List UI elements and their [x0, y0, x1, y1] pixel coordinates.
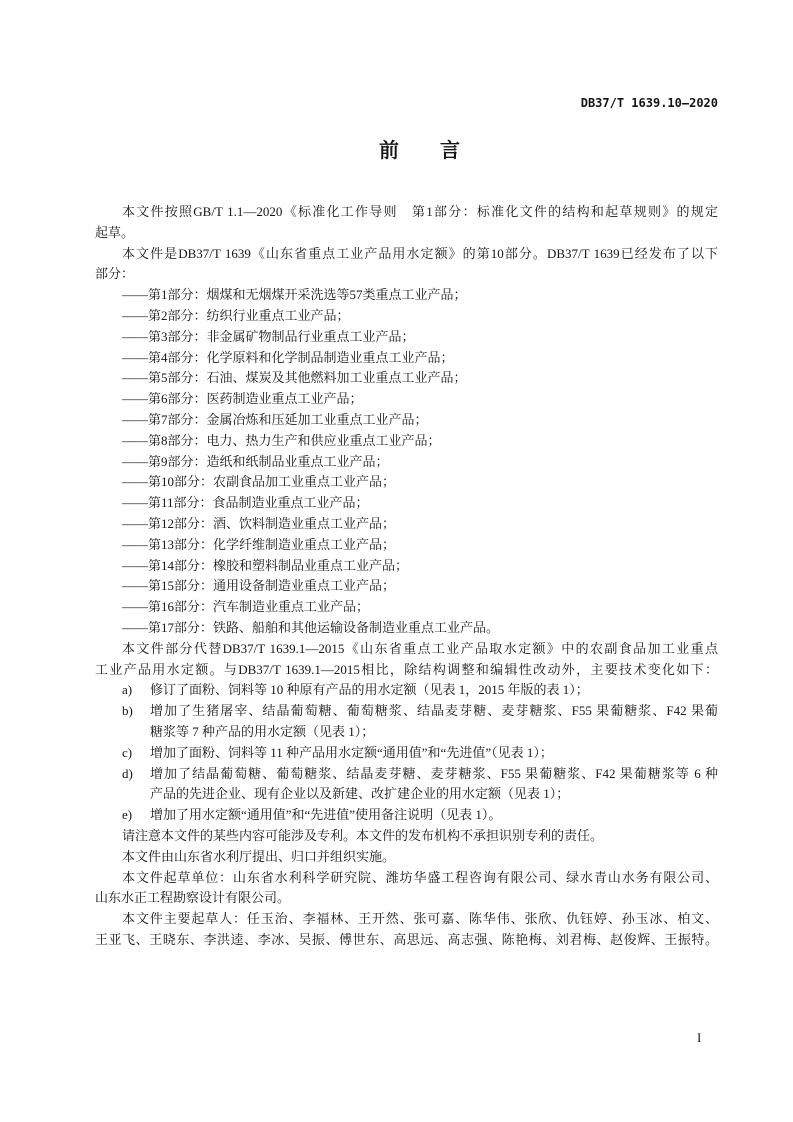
proposer-statement: 本文件由山东省水利厅提出、归口并组织实施。 — [122, 848, 396, 864]
change-item-continuation: 糖浆等 7 种产品的用水定额（见表 1）； — [150, 723, 375, 739]
part-list-item: ——第3部分：非金属矿物制品行业重点工业产品； — [122, 328, 415, 344]
change-item-text: 增加了用水定额“通用值”和“先进值”使用备注说明（见表 1）。 — [150, 807, 502, 823]
drafters-line: 本文件主要起草人：任玉治、李福林、王开然、张可嘉、陈华伟、张欣、仇钰婷、孙玉冰、柏文、 — [122, 911, 718, 927]
replacement-paragraph-line: 工业产品用水定额。与DB37/T 1639.1—2015相比，除结构调整和编辑性改动外，主要技术变化如下： — [95, 661, 718, 677]
change-item-c — [95, 743, 718, 764]
change-item-text: 修订了面粉、饲料等 10 种原有产品的用水定额（见表 1，2015 年版的表 1）； — [150, 682, 589, 698]
intro-paragraph-line: 本文件按照GB/T 1.1—2020《标准化工作导则 第1部分：标准化文件的结构和起草规则》的规定 — [122, 204, 718, 219]
change-item-text: 增加了结晶葡萄糖、葡萄糖浆、结晶麦芽糖、麦芽糖浆、F55 果葡糖浆、F42 果葡糖浆等 6 种 — [150, 765, 718, 781]
part-list-item: ——第14部分：橡胶和塑料制品业重点工业产品； — [122, 557, 409, 573]
page-number: I — [697, 1030, 702, 1045]
intro-paragraph-line: 部分： — [95, 266, 135, 282]
change-item-b — [95, 701, 718, 722]
part-list-item: ——第4部分：化学原料和化学制品制造业重点工业产品； — [122, 349, 454, 365]
change-item-d — [95, 764, 718, 785]
intro-paragraph-line: 起草。 — [95, 224, 135, 240]
change-item-text: 增加了生猪屠宰、结晶葡萄糖、葡萄糖浆、结晶麦芽糖、麦芽糖浆、F55 果葡糖浆、F42 果葡 — [150, 703, 718, 719]
change-item-label: c) — [122, 744, 133, 760]
part-list-item: ——第12部分：酒、饮料制造业重点工业产品； — [122, 515, 396, 531]
part-list-item: ——第17部分：铁路、船舶和其他运输设备制造业重点工业产品。 — [122, 619, 500, 635]
change-item-label: a) — [122, 682, 133, 698]
change-item-label: e) — [122, 807, 133, 823]
page-title: 前 言 — [379, 138, 471, 162]
foreword-body — [95, 202, 718, 951]
part-list-item: ——第11部分：食品制造业重点工业产品； — [122, 495, 369, 511]
part-list-item: ——第9部分：造纸和纸制品业重点工业产品； — [122, 453, 389, 469]
change-item-label: d) — [122, 765, 133, 781]
part-list-item: ——第5部分：石油、煤炭及其他燃料加工业重点工业产品； — [122, 370, 467, 386]
replacement-paragraph-line: 本文件部分代替DB37/T 1639.1—2015《山东省重点工业产品取水定额》中的农副食品加工业重点 — [122, 640, 718, 656]
drafters-line: 王亚飞、王晓东、李洪逵、李冰、吴振、傅世东、高思远、高志强、陈艳梅、刘君梅、赵俊辉、王振特。 — [95, 931, 718, 947]
part-list-item: ——第16部分：汽车制造业重点工业产品； — [122, 599, 370, 615]
drafting-units-line: 山东水正工程勘察设计有限公司。 — [95, 890, 291, 906]
part-list-item: ——第1部分：烟煤和无烟煤开采洗选等57类重点工业产品； — [122, 287, 467, 303]
part-list-item: ——第13部分：化学纤维制造业重点工业产品； — [122, 536, 396, 552]
change-item-a — [95, 680, 718, 701]
document-number: DB37/T 1639.10—2020 — [580, 96, 718, 110]
intro-paragraph-line: 本文件是DB37/T 1639《山东省重点工业产品用水定额》的第10部分。DB37/T 1639已经发布了以下 — [122, 245, 718, 261]
change-item-e — [95, 805, 718, 826]
part-list-item: ——第2部分：纺织行业重点工业产品； — [122, 307, 350, 323]
part-list-item: ——第6部分：医药制造业重点工业产品； — [122, 391, 363, 407]
part-list-item: ——第10部分：农副食品加工业重点工业产品； — [122, 474, 396, 490]
change-item-text: 增加了面粉、饲料等 11 种产品用水定额“通用值”和“先进值”（见表 1）； — [150, 744, 553, 760]
part-list-item: ——第8部分：电力、热力生产和供应业重点工业产品； — [122, 432, 441, 448]
part-list-item: ——第15部分：通用设备制造业重点工业产品； — [122, 578, 396, 594]
drafting-units-line: 本文件起草单位：山东省水利科学研究院、潍坊华盛工程咨询有限公司、绿水青山水务有限公司、 — [122, 869, 718, 885]
part-list-item: ——第7部分：金属冶炼和压延加工业重点工业产品； — [122, 411, 428, 427]
patent-notice: 请注意本文件的某些内容可能涉及专利。本文件的发布机构不承担识别专利的责任。 — [122, 827, 604, 843]
change-item-continuation: 产品的先进企业、现有企业以及新建、改扩建企业的用水定额（见表 1）； — [150, 786, 570, 802]
change-item-label: b) — [122, 703, 133, 719]
